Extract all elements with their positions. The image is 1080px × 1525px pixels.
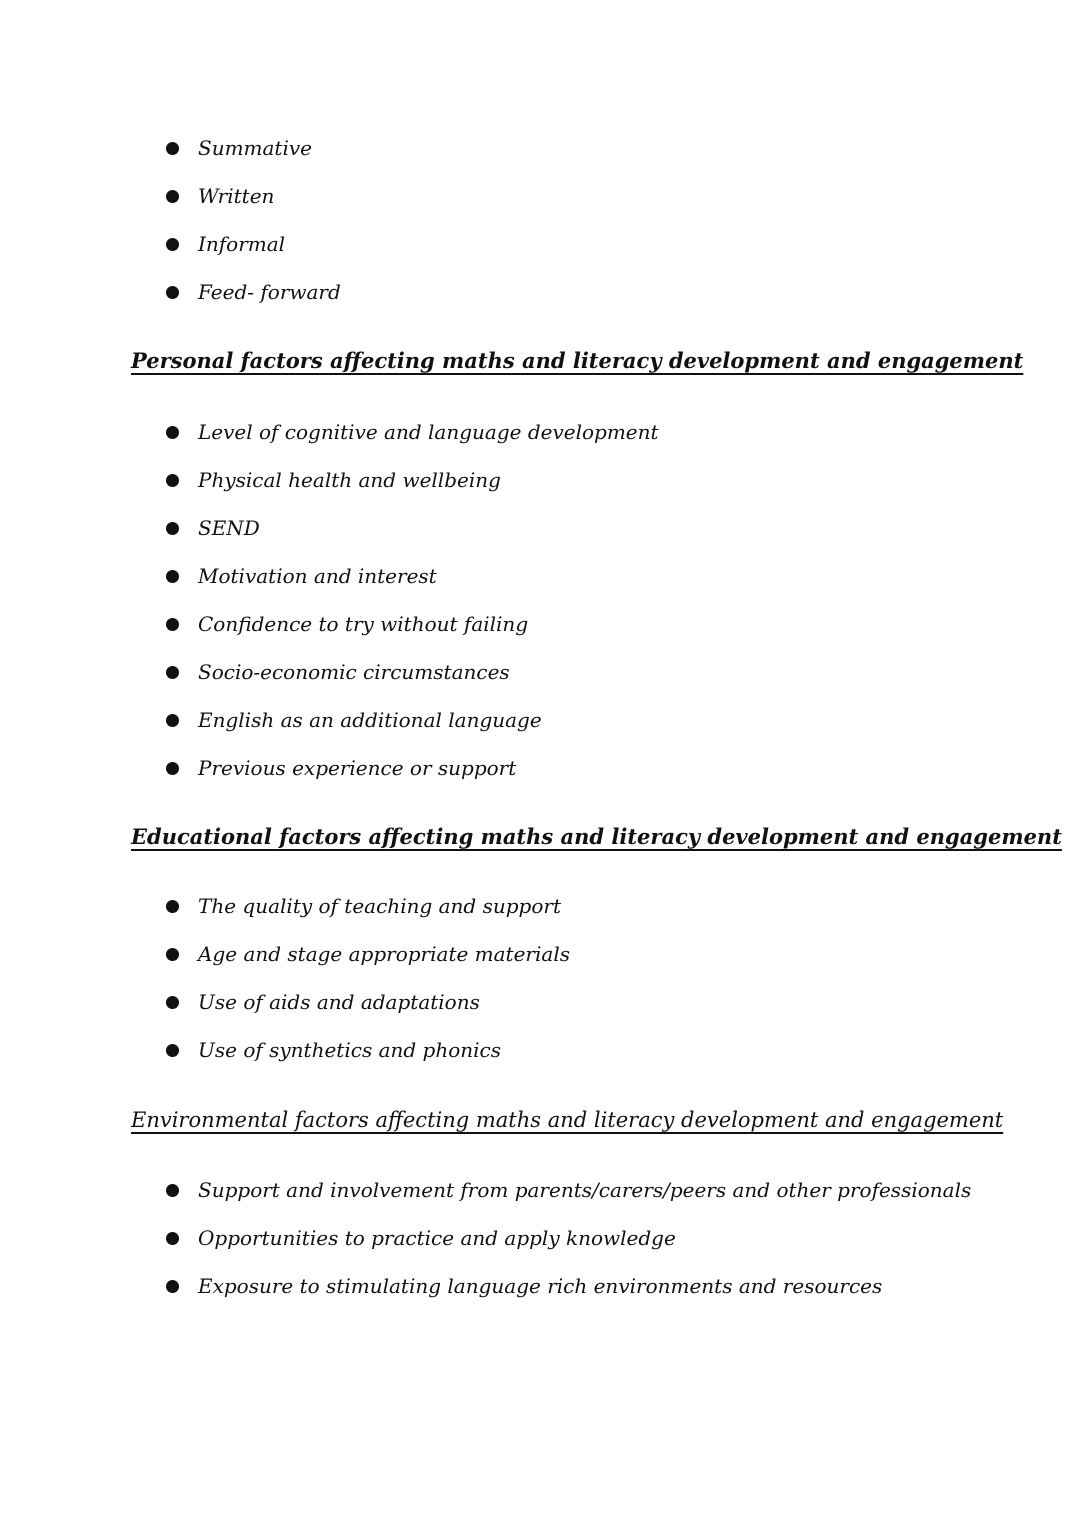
list-item-text: Written: [198, 184, 275, 208]
list-item-text: Support and involvement from parents/carers/peers and other professionals: [198, 1178, 972, 1202]
list-item: [166, 181, 341, 229]
list-item: [166, 609, 659, 657]
educational-factors-list: [166, 891, 570, 1083]
list-item: [166, 1175, 971, 1223]
bullet-icon: [166, 1232, 179, 1245]
list-item: [166, 1271, 971, 1319]
list-item-text: Physical health and wellbeing: [198, 468, 501, 492]
list-item: [166, 891, 570, 939]
bullet-icon: [166, 1280, 179, 1293]
list-item: [166, 939, 570, 987]
bullet-icon: [166, 762, 179, 775]
environmental-factors-list: [166, 1175, 971, 1319]
list-item: [166, 465, 659, 513]
list-item-text: The quality of teaching and support: [198, 894, 561, 918]
educational-factors-heading: Educational factors affecting maths and literacy development and engagement: [131, 824, 1062, 849]
list-item: [166, 1223, 971, 1271]
bullet-icon: [166, 900, 179, 913]
list-item: [166, 753, 659, 801]
bullet-icon: [166, 1184, 179, 1197]
list-item-text: Use of aids and adaptations: [198, 990, 480, 1014]
bullet-icon: [166, 238, 179, 251]
bullet-icon: [166, 474, 179, 487]
list-item: [166, 229, 341, 277]
bullet-icon: [166, 996, 179, 1009]
list-item: [166, 1035, 570, 1083]
list-item-text: Feed- forward: [198, 280, 341, 304]
list-item-text: Age and stage appropriate materials: [198, 942, 570, 966]
list-item-text: Exposure to stimulating language rich environments and resources: [198, 1274, 883, 1298]
bullet-icon: [166, 948, 179, 961]
personal-factors-list: [166, 417, 659, 801]
list-item-text: SEND: [198, 516, 260, 540]
list-item: [166, 277, 341, 325]
bullet-icon: [166, 522, 179, 535]
list-item-text: Opportunities to practice and apply knowledge: [198, 1226, 676, 1250]
bullet-icon: [166, 618, 179, 631]
list-item: [166, 705, 659, 753]
bullet-icon: [166, 570, 179, 583]
list-item: [166, 513, 659, 561]
list-item-text: Motivation and interest: [198, 564, 437, 588]
personal-factors-heading: Personal factors affecting maths and literacy development and engagement: [131, 348, 1024, 373]
list-item-text: English as an additional language: [198, 708, 542, 732]
bullet-icon: [166, 714, 179, 727]
environmental-factors-heading: Environmental factors affecting maths and literacy development and engagement: [131, 1108, 1004, 1132]
list-item-text: Summative: [198, 136, 313, 160]
assessment-types-list: [166, 133, 341, 325]
list-item-text: Use of synthetics and phonics: [198, 1038, 501, 1062]
bullet-icon: [166, 142, 179, 155]
list-item-text: Confidence to try without failing: [198, 612, 529, 636]
bullet-icon: [166, 666, 179, 679]
list-item: [166, 987, 570, 1035]
list-item-text: Socio-economic circumstances: [198, 660, 510, 684]
list-item-text: Previous experience or support: [198, 756, 517, 780]
list-item: [166, 657, 659, 705]
bullet-icon: [166, 190, 179, 203]
list-item-text: Level of cognitive and language development: [198, 420, 659, 444]
bullet-icon: [166, 1044, 179, 1057]
bullet-icon: [166, 286, 179, 299]
list-item-text: Informal: [198, 232, 286, 256]
list-item: [166, 417, 659, 465]
bullet-icon: [166, 426, 179, 439]
list-item: [166, 561, 659, 609]
list-item: [166, 133, 341, 181]
